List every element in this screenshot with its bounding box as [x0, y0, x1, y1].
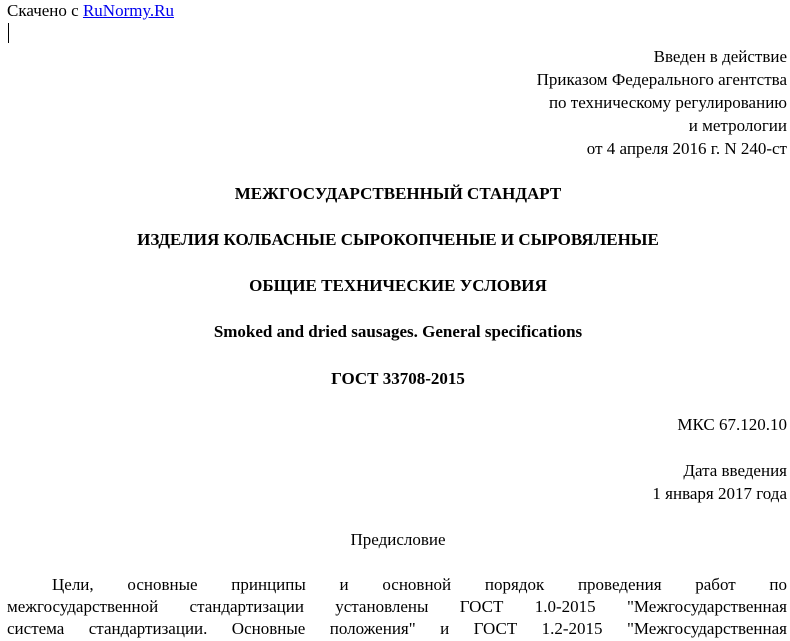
- english-title: Smoked and dried sausages. General specifications: [213, 322, 583, 341]
- preface-paragraph: [7, 574, 787, 640]
- mks-code: МКС 67.120.10: [677, 415, 787, 434]
- product-title: ИЗДЕЛИЯ КОЛБАСНЫЕ СЫРОКОПЧЕНЫЕ И СЫРОВЯЛЕНЫЕ: [137, 230, 659, 249]
- spec-title: ОБЩИЕ ТЕХНИЧЕСКИЕ УСЛОВИЯ: [249, 276, 547, 295]
- source-link[interactable]: RuNormy.Ru: [82, 1, 174, 20]
- enactment-line: и метрологии: [688, 116, 787, 135]
- enactment-block: [537, 45, 787, 160]
- text-cursor: [8, 23, 9, 43]
- source-line: [7, 1, 174, 21]
- enactment-line: Введен в действие: [653, 47, 787, 66]
- preface-line: межгосударственной стандартизации установлены ГОСТ 1.0-2015 "Межгосударственная: [7, 597, 787, 616]
- intro-date-value: 1 января 2017 года: [652, 484, 787, 503]
- standard-type-heading: МЕЖГОСУДАРСТВЕННЫЙ СТАНДАРТ: [234, 184, 562, 203]
- preface-line: Цели, основные принципы и основной порядок проведения работ по: [52, 575, 787, 594]
- enactment-line: от 4 апреля 2016 г. N 240-ст: [586, 139, 787, 158]
- enactment-line: по техническому регулированию: [548, 93, 787, 112]
- enactment-line: Приказом Федерального агентства: [536, 70, 787, 89]
- source-prefix: Скачено с: [7, 1, 83, 20]
- preface-heading: Предисловие: [350, 530, 446, 549]
- intro-date-label: Дата введения: [683, 461, 787, 480]
- standard-code: ГОСТ 33708-2015: [331, 369, 465, 388]
- preface-line: система стандартизации. Основные положения" и ГОСТ 1.2-2015 "Межгосударственная: [7, 619, 787, 638]
